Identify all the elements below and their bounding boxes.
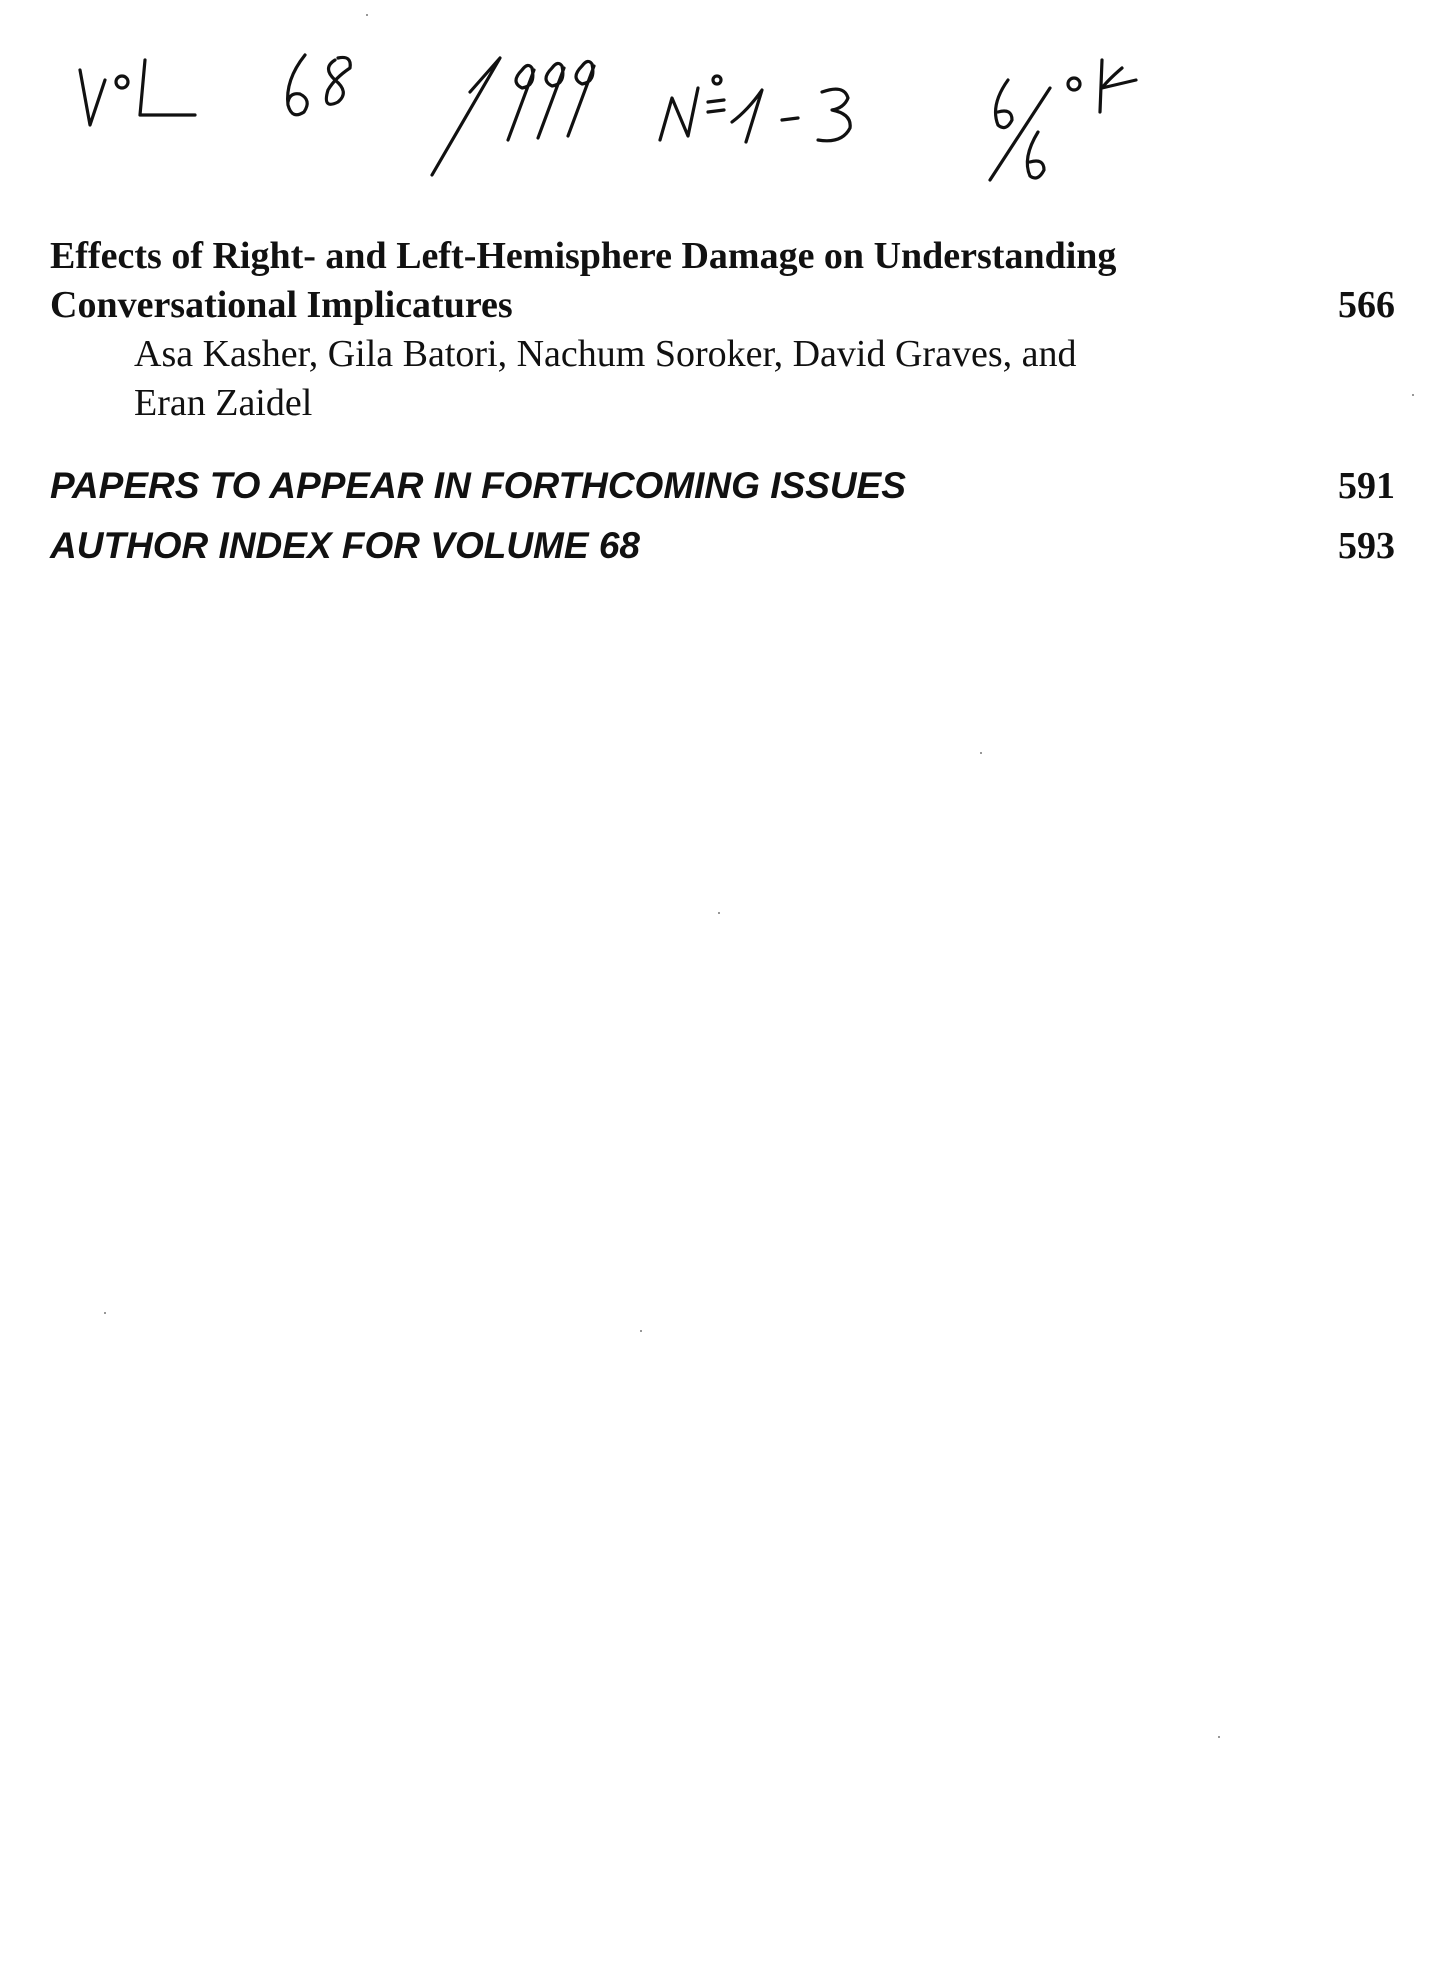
section-title-author-index: AUTHOR INDEX FOR VOLUME 68 [50,525,640,566]
authors-line2: Eran Zaidel [134,382,313,424]
toc-section-author-index [50,516,1395,576]
toc-section-forthcoming [50,456,1395,516]
scan-speck [980,752,982,754]
scan-speck [366,14,368,16]
article-page-number: 566 [1338,284,1395,326]
toc-article-entry [50,232,1395,428]
scan-speck [1412,394,1414,396]
article-authors [134,330,1284,428]
handwritten-annotation-drawing [60,40,1360,200]
section-page-author-index: 593 [1338,525,1395,567]
handwritten-annotation [60,40,1360,200]
article-title-line1: Effects of Right- and Left-Hemisphere Damage on Understanding [50,235,1117,277]
scan-speck [640,1330,642,1332]
article-title [50,232,1250,330]
section-page-forthcoming: 591 [1338,465,1395,507]
scan-speck [1218,1736,1220,1738]
scan-speck [104,1312,106,1314]
authors-line1: Asa Kasher, Gila Batori, Nachum Soroker, David Graves, and [134,333,1077,375]
table-of-contents [50,232,1395,576]
section-title-forthcoming: PAPERS TO APPEAR IN FORTHCOMING ISSUES [50,465,906,506]
article-title-line2: Conversational Implicatures [50,284,513,326]
scan-speck [718,912,720,914]
